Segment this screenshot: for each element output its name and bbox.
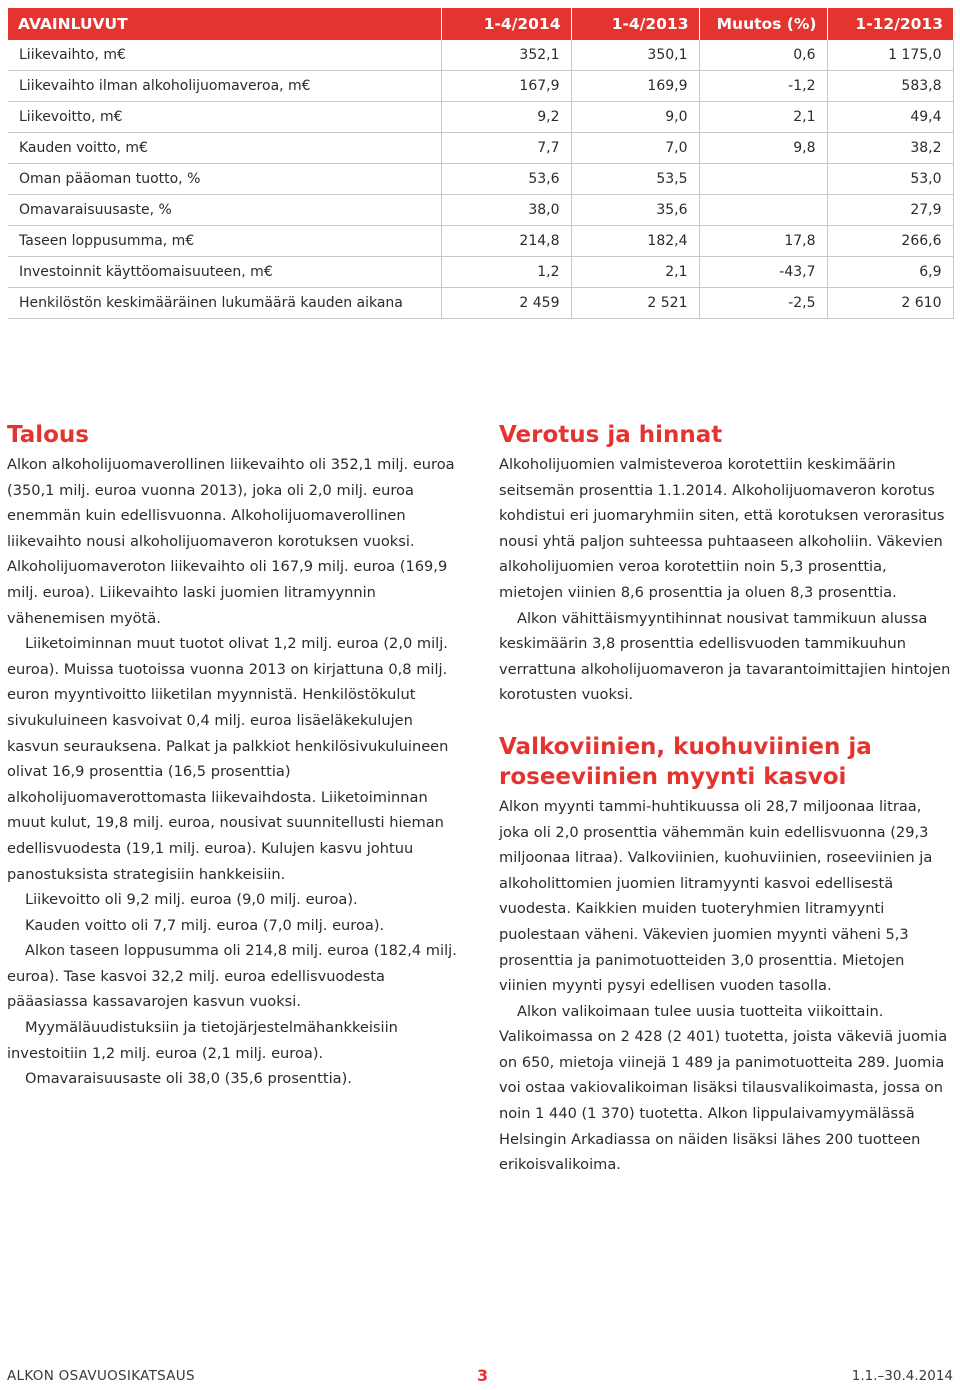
row-label: Oman pääoman tuotto, % bbox=[8, 164, 441, 195]
paragraph: Alkon vähittäismyyntihinnat nousivat tammikuun alussa keskimäärin 3,8 prosenttia edellisvuoden tammikuuhun verrattuna alkoholijuomaveron ja tavarantoimittajien hintojen korotusten vuoksi. bbox=[499, 609, 951, 704]
value-cell: 9,0 bbox=[571, 102, 699, 133]
value-cell: 6,9 bbox=[827, 257, 953, 288]
table-row bbox=[8, 164, 953, 195]
table-row bbox=[8, 257, 953, 288]
table-header-cell: 1-4/2013 bbox=[571, 8, 699, 40]
value-cell: -1,2 bbox=[699, 71, 827, 102]
value-cell: 9,8 bbox=[699, 133, 827, 164]
paragraph: Myymäläuudistuksiin ja tietojärjestelmähankkeisiin investoitiin 1,2 milj. euroa (2,1 milj. euroa). bbox=[7, 1019, 398, 1062]
taxation-heading: Verotus ja hinnat bbox=[499, 422, 723, 448]
value-cell: 2 459 bbox=[441, 288, 571, 319]
paragraph: Omavaraisuusaste oli 38,0 (35,6 prosenttia). bbox=[25, 1070, 352, 1088]
paragraph: Alkoholijuomien valmisteveroa korotettiin keskimäärin seitsemän prosenttia 1.1.2014. Alkoholijuomaveron korotus kohdistui eri juomaryhmiin siten, että korotuksen verorasitus nousi yhtä paljon suhteessa puhtaaseen alkoholiin. Väkevien alkoholijuomien veroa korotettiin noin 5,3 prosenttia, mietojen viinien 8,6 prosenttia ja oluen 8,3 prosenttia. bbox=[499, 456, 945, 601]
paragraph: Alkon alkoholijuomaverollinen liikevaihto oli 352,1 milj. euroa (350,1 milj. euroa vuonna 2013), joka oli 2,0 milj. euroa enemmän kuin edellisvuonna. Alkoholijuomaverollinen liikevaihto nousi alkoholijuomaveron korotuksen vuoksi. Alkoholijuomaveroton liikevaihto oli 167,9 milj. euroa (169,9 milj. euroa). Liikevaihto laski juomien litramyynnin vähenemisen myötä. bbox=[7, 456, 455, 627]
value-cell: -43,7 bbox=[699, 257, 827, 288]
paragraph: Liiketoiminnan muut tuotot olivat 1,2 milj. euroa (2,0 milj. euroa). Muissa tuotoissa vuonna 2013 on kirjattuna 0,8 milj. euron myyntivoitto liiketilan myynnistä. Henkilöstökulut sivukuluineen kasvoivat 0,4 milj. euroa lisäeläkekulujen kasvun seurauksena. Palkat ja palkkiot henkilösivukuluineen olivat 16,9 prosenttia (16,5 prosenttia) alkoholijuomaverottomasta liikevaihdosta. Liiketoiminnan muut kulut, 19,8 milj. euroa, nousivat suunnitellusti hieman edellisvuodesta (19,1 milj. euroa). Kulujen kasvu johtuu panostuksista strategisiin hankkeisiin. bbox=[7, 635, 449, 883]
value-cell: 352,1 bbox=[441, 40, 571, 71]
value-cell: 2 610 bbox=[827, 288, 953, 319]
value-cell bbox=[699, 164, 827, 195]
paragraph: Kauden voitto oli 7,7 milj. euroa (7,0 milj. euroa). bbox=[25, 916, 385, 934]
value-cell: 17,8 bbox=[699, 226, 827, 257]
row-label: Omavaraisuusaste, % bbox=[8, 195, 441, 226]
value-cell: 266,6 bbox=[827, 226, 953, 257]
value-cell: 53,0 bbox=[827, 164, 953, 195]
footer-title: ALKON OSAVUOSIKATSAUS bbox=[7, 1368, 195, 1384]
table-row bbox=[8, 226, 953, 257]
table-row bbox=[8, 102, 953, 133]
value-cell: 1,2 bbox=[441, 257, 571, 288]
economy-column bbox=[7, 420, 457, 1092]
table-row bbox=[8, 133, 953, 164]
value-cell: 2,1 bbox=[699, 102, 827, 133]
value-cell: 9,2 bbox=[441, 102, 571, 133]
row-label: Liikevaihto ilman alkoholijuomaveroa, m€ bbox=[8, 71, 441, 102]
table-row bbox=[8, 40, 953, 71]
value-cell: 350,1 bbox=[571, 40, 699, 71]
value-cell: 169,9 bbox=[571, 71, 699, 102]
value-cell: 2 521 bbox=[571, 288, 699, 319]
table-row bbox=[8, 195, 953, 226]
row-label: Liikevoitto, m€ bbox=[8, 102, 441, 133]
table-header-cell: AVAINLUVUT bbox=[8, 8, 441, 40]
value-cell: 49,4 bbox=[827, 102, 953, 133]
taxation-column bbox=[499, 420, 955, 1178]
row-label: Henkilöstön keskimääräinen lukumäärä kauden aikana bbox=[8, 288, 441, 319]
value-cell: 38,0 bbox=[441, 195, 571, 226]
table-row bbox=[8, 71, 953, 102]
value-cell: 7,0 bbox=[571, 133, 699, 164]
value-cell bbox=[699, 195, 827, 226]
value-cell: 2,1 bbox=[571, 257, 699, 288]
page-number: 3 bbox=[477, 1366, 489, 1385]
sales-heading: Valkoviinien, kuohuviinien ja roseeviinien myynti kasvoi bbox=[499, 733, 872, 790]
footer-date-range: 1.1.–30.4.2014 bbox=[851, 1368, 953, 1384]
value-cell: 53,6 bbox=[441, 164, 571, 195]
paragraph: Liikevoitto oli 9,2 milj. euroa (9,0 milj. euroa). bbox=[25, 891, 358, 909]
value-cell: 7,7 bbox=[441, 133, 571, 164]
value-cell: 583,8 bbox=[827, 71, 953, 102]
table-header-cell: 1-12/2013 bbox=[827, 8, 953, 40]
row-label: Investoinnit käyttöomaisuuteen, m€ bbox=[8, 257, 441, 288]
row-label: Taseen loppusumma, m€ bbox=[8, 226, 441, 257]
table-row bbox=[8, 288, 953, 319]
row-label: Liikevaihto, m€ bbox=[8, 40, 441, 71]
page-footer bbox=[7, 1366, 953, 1386]
value-cell: 27,9 bbox=[827, 195, 953, 226]
paragraph: Alkon taseen loppusumma oli 214,8 milj. euroa (182,4 milj. euroa). Tase kasvoi 32,2 milj. euroa edellisvuodesta pääasiassa kassavarojen kasvun vuoksi. bbox=[7, 942, 457, 1011]
value-cell: 35,6 bbox=[571, 195, 699, 226]
economy-heading: Talous bbox=[7, 422, 89, 448]
key-figures-table bbox=[8, 8, 954, 319]
paragraph: Alkon valikoimaan tulee uusia tuotteita viikoittain. Valikoimassa on 2 428 (2 401) tuotetta, joista väkeviä juomia on 650, mietoja viinejä 1 489 ja panimotuotteita 289. Juomia voi ostaa vakiovalikoiman lisäksi tilausvalikoimasta, jossa on noin 1 440 (1 370) tuotetta. Alkon lippulaivamyymälässä Helsingin Arkadiassa on näiden lisäksi lähes 200 tuotteen erikoisvalikoima. bbox=[499, 1002, 948, 1174]
table-header-row bbox=[8, 8, 953, 40]
value-cell: -2,5 bbox=[699, 288, 827, 319]
value-cell: 53,5 bbox=[571, 164, 699, 195]
value-cell: 1 175,0 bbox=[827, 40, 953, 71]
value-cell: 214,8 bbox=[441, 226, 571, 257]
row-label: Kauden voitto, m€ bbox=[8, 133, 441, 164]
table-header-cell: Muutos (%) bbox=[699, 8, 827, 40]
value-cell: 0,6 bbox=[699, 40, 827, 71]
table-header-cell: 1-4/2014 bbox=[441, 8, 571, 40]
value-cell: 182,4 bbox=[571, 226, 699, 257]
paragraph: Alkon myynti tammi-huhtikuussa oli 28,7 miljoonaa litraa, joka oli 2,0 prosenttia vähemmän kuin edellisvuonna (29,3 miljoonaa litraa). Valkoviinien, kuohuviinien, roseeviinien ja alkoholittomien juomien litramyynti kasvoi edellisestä vuodesta. Kaikkien muiden tuoteryhmien litramyynti puolestaan väheni. Väkevien juomien myynti väheni 5,3 prosenttia ja panimotuotteiden 3,0 prosenttia. Mietojen viinien myynti pysyi edellisen vuoden tasolla. bbox=[499, 797, 933, 995]
value-cell: 38,2 bbox=[827, 133, 953, 164]
value-cell: 167,9 bbox=[441, 71, 571, 102]
